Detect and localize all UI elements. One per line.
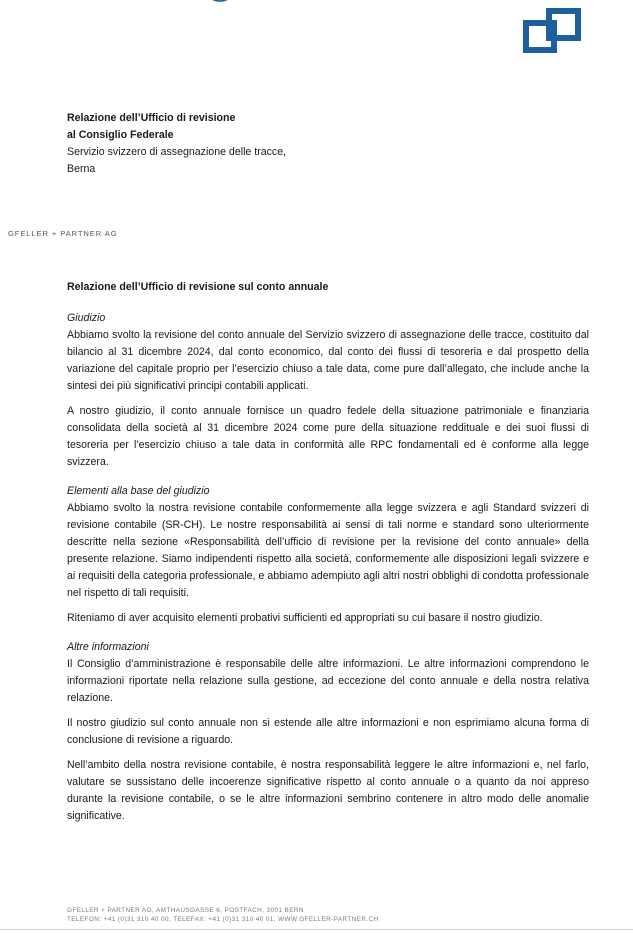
section-giudizio [67,310,589,471]
paragraph: Abbiamo svolto la revisione del conto annuale del Servizio svizzero di assegnazione delle tracce, costituito dal bilancio al 31 dicembre 2024, dal conto economico, dal conto dei flussi di tesoreria e dal prospetto della variazione del capitale proprio per l’esercizio chiuso a tale data, come pure dall’allegato, che include anche la sintesi dei più significativi principi contabili applicati. [67,329,589,392]
top-edge-mark [205,0,235,4]
section-heading: Giudizio [67,312,106,324]
footer-address: GFELLER + PARTNER AG, AMTHAUSGASSE 6, POSTFACH, 3001 BERN [67,907,304,914]
section-heading: Elementi alla base del giudizio [67,485,210,497]
page-footer [67,906,379,924]
gfeller-partner-logo-icon [521,6,583,58]
address-line: Berna [67,163,96,175]
footer-contact: TELEFON: +41 (0)31 310 40 00, TELEFAX: +41 (0)31 310 40 01, WWW.GFELLER-PARTNER.CH [67,916,379,923]
paragraph: Il Consiglio d’amministrazione è responsabile delle altre informazioni. Le altre informazioni comprendono le informazioni riportate nella relazione sulla gestione, ad eccezione del conto annuale e della nostra relativa relazione. [67,658,589,704]
divider [0,929,633,930]
recipient-address [67,110,286,178]
paragraph: Abbiamo svolto la nostra revisione contabile conformemente alla legge svizzera e agli Standard svizzeri di revisione contabile (SR-CH). Le nostre responsabilità ai sensi di tali norme e standard sono ulteriormente descritte nella sezione «Responsabilità dell’ufficio di revisione per la revisione del conto annuale» della presente relazione. Siamo indipendenti rispetto alla società, conformemente alle disposizioni legali svizzere e ai requisiti della categoria professionale, e abbiamo adempiuto agli altri nostri obblighi di condotta professionale nel rispetto di tali requisiti. [67,502,589,599]
firm-name: GFELLER + PARTNER AG [8,229,118,238]
report-body [67,279,589,837]
section-elementi [67,483,589,627]
address-line: Relazione dell’Ufficio di revisione [67,112,236,124]
paragraph: Il nostro giudizio sul conto annuale non si estende alle altre informazioni e non esprimiamo alcuna forma di conclusione di revisione a riguardo. [67,717,589,746]
address-line: al Consiglio Federale [67,129,174,141]
paragraph: Nell’ambito della nostra revisione contabile, è nostra responsabilità leggere le altre informazioni e, nel farlo, valutare se sussistano delle incoerenze significative rispetto al conto annuale o a quanto da noi appreso durante la revisione contabile, o se le altre informazioni sembrino contenere in altro modo delle anomalie significative. [67,759,589,822]
paragraph: A nostro giudizio, il conto annuale fornisce un quadro fedele della situazione patrimoniale e finanziaria consolidata della società al 31 dicembre 2024 come pure della situazione reddituale e dei suoi flussi di tesoreria per l’esercizio chiuso a tale data in conformità alle RPC fondamentali ed è conforme alla legge svizzera. [67,405,589,468]
address-line: Servizio svizzero di assegnazione delle tracce, [67,146,287,158]
paragraph: Riteniamo di aver acquisito elementi probativi sufficienti ed appropriati su cui basare il nostro giudizio. [67,612,543,624]
report-title: Relazione dell’Ufficio di revisione sul conto annuale [67,281,329,293]
section-altre-informazioni [67,639,589,825]
section-heading: Altre informazioni [67,641,149,653]
